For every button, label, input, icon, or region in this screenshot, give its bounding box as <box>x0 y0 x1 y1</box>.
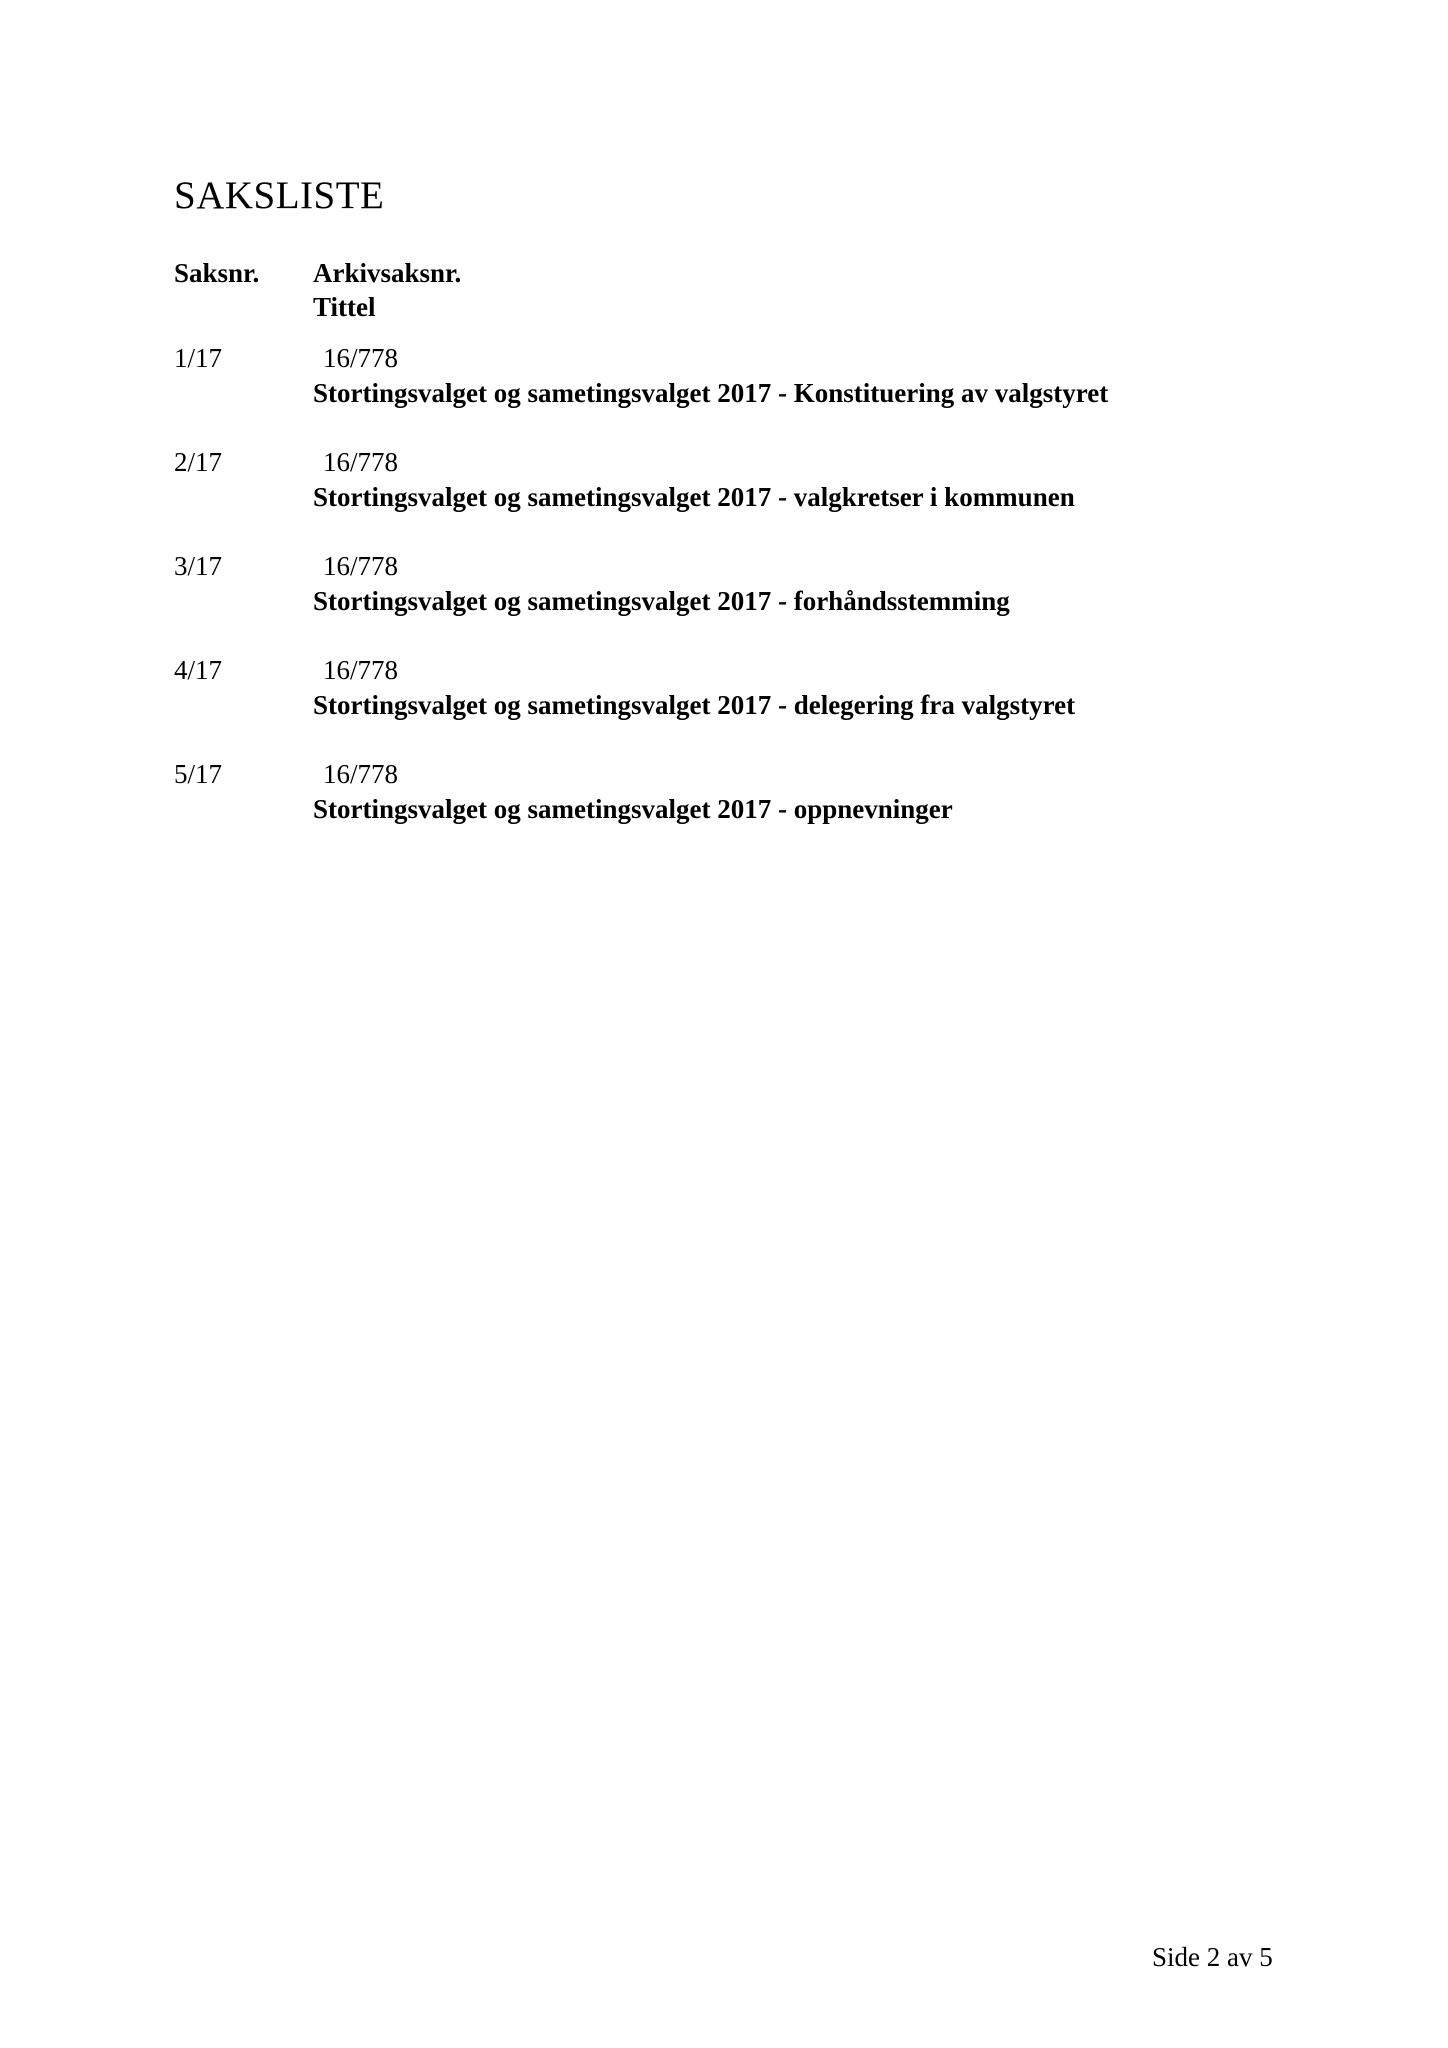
item-tittel: Stortingsvalget og sametingsvalget 2017 - oppnevninger <box>313 794 953 824</box>
header-tittel: Tittel <box>313 292 376 322</box>
item-arkivsaksnr: 16/778 <box>323 447 399 477</box>
item-arkivsaksnr: 16/778 <box>323 759 399 789</box>
header-arkivsaksnr: Arkivsaksnr. <box>313 258 462 288</box>
header-saksnr: Saksnr. <box>174 258 260 288</box>
item-saksnr: 5/17 <box>174 759 223 789</box>
list-item <box>0 655 1448 735</box>
page-title: SAKSLISTE <box>174 174 385 217</box>
item-tittel: Stortingsvalget og sametingsvalget 2017 - valgkretser i kommunen <box>313 482 1075 512</box>
item-tittel: Stortingsvalget og sametingsvalget 2017 - delegering fra valgstyret <box>313 690 1076 720</box>
item-arkivsaksnr: 16/778 <box>323 551 399 581</box>
item-tittel: Stortingsvalget og sametingsvalget 2017 - Konstituering av valgstyret <box>313 378 1109 408</box>
item-saksnr: 2/17 <box>174 447 223 477</box>
item-saksnr: 3/17 <box>174 551 223 581</box>
item-arkivsaksnr: 16/778 <box>323 343 399 373</box>
list-item <box>0 759 1448 839</box>
item-saksnr: 4/17 <box>174 655 223 685</box>
list-item <box>0 551 1448 631</box>
list-item <box>0 343 1448 423</box>
page-number: Side 2 av 5 <box>1152 1942 1273 1972</box>
item-arkivsaksnr: 16/778 <box>323 655 399 685</box>
item-tittel: Stortingsvalget og sametingsvalget 2017 - forhåndsstemming <box>313 586 1010 616</box>
list-item <box>0 447 1448 527</box>
item-saksnr: 1/17 <box>174 343 223 373</box>
